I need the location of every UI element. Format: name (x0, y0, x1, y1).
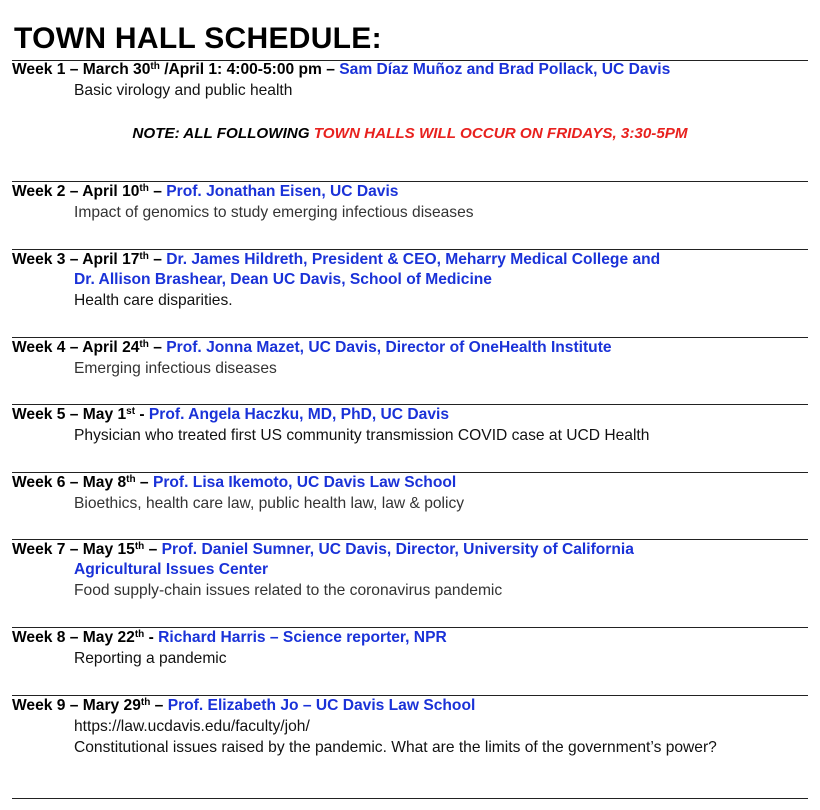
week-heading: Week 4 – April 24th – Prof. Jonna Mazet, UC Davis, Director of OneHealth Institute (12, 339, 612, 356)
topic: Constitutional issues raised by the pandemic. What are the limits of the government’s power? (74, 739, 717, 756)
week-5-entry (12, 405, 808, 446)
week-heading: Week 9 – Mary 29th – Prof. Elizabeth Jo – UC Davis Law School (12, 697, 476, 714)
week-1-topic: Basic virology and public health (74, 82, 293, 99)
week-9-entry (12, 696, 808, 758)
speaker-continued: Dr. Allison Brashear, Dean UC Davis, School of Medicine (74, 271, 492, 288)
week-heading: Week 3 – April 17th – Dr. James Hildreth, President & CEO, Meharry Medical College and (12, 251, 661, 268)
page-title: TOWN HALL SCHEDULE: (14, 22, 382, 55)
week-8-entry (12, 628, 808, 669)
speaker: Prof. Jonathan Eisen, UC Davis (166, 183, 399, 200)
topic: Bioethics, health care law, public health law, law & policy (74, 495, 465, 512)
week-2-entry (12, 182, 808, 223)
speaker: Prof. Daniel Sumner, UC Davis, Director, University of California (161, 541, 634, 558)
week-1-entry (12, 60, 808, 101)
topic: Impact of genomics to study emerging infectious diseases (74, 204, 474, 221)
week-heading: Week 5 – May 1st - Prof. Angela Haczku, MD, PhD, UC Davis (12, 406, 450, 423)
speaker: Prof. Jonna Mazet, UC Davis, Director of OneHealth Institute (166, 339, 612, 356)
speaker: Prof. Angela Haczku, MD, PhD, UC Davis (148, 406, 450, 423)
divider (12, 798, 808, 799)
week-3-entry (12, 250, 808, 311)
topic: Emerging infectious diseases (74, 360, 277, 377)
speaker: Dr. James Hildreth, President & CEO, Meharry Medical College and (166, 251, 661, 268)
week-heading: Week 2 – April 10th – Prof. Jonathan Eisen, UC Davis (12, 183, 399, 200)
speaker-continued: Agricultural Issues Center (74, 561, 269, 578)
speaker: Prof. Lisa Ikemoto, UC Davis Law School (152, 474, 457, 491)
speaker: Richard Harris – Science reporter, NPR (158, 629, 447, 646)
week-1-speaker: Sam Díaz Muñoz and Brad Pollack, UC Davis (339, 61, 671, 78)
topic: Physician who treated first US community transmission COVID case at UCD Health (74, 427, 650, 444)
topic: Health care disparities. (74, 292, 233, 309)
week-6-entry (12, 473, 808, 514)
week-heading: Week 8 – May 22th - Richard Harris – Science reporter, NPR (12, 629, 447, 646)
week-heading: Week 6 – May 8th – Prof. Lisa Ikemoto, UC Davis Law School (12, 474, 457, 491)
week-heading: Week 7 – May 15th – Prof. Daniel Sumner, UC Davis, Director, University of California (12, 541, 634, 558)
topic: Food supply-chain issues related to the coronavirus pandemic (74, 582, 503, 599)
week-1-heading: Week 1 – March 30th /April 1: 4:00-5:00 pm – Sam Díaz Muñoz and Brad Pollack, UC Davis (12, 61, 671, 78)
faculty-url[interactable]: https://law.ucdavis.edu/faculty/joh/ (74, 718, 310, 735)
week-4-entry (12, 338, 808, 379)
topic: Reporting a pandemic (74, 650, 227, 667)
week-7-entry (12, 540, 808, 601)
schedule-note: NOTE: ALL FOLLOWING TOWN HALLS WILL OCCUR ON FRIDAYS, 3:30-5PM (132, 125, 688, 142)
speaker: Prof. Elizabeth Jo – UC Davis Law School (167, 697, 476, 714)
